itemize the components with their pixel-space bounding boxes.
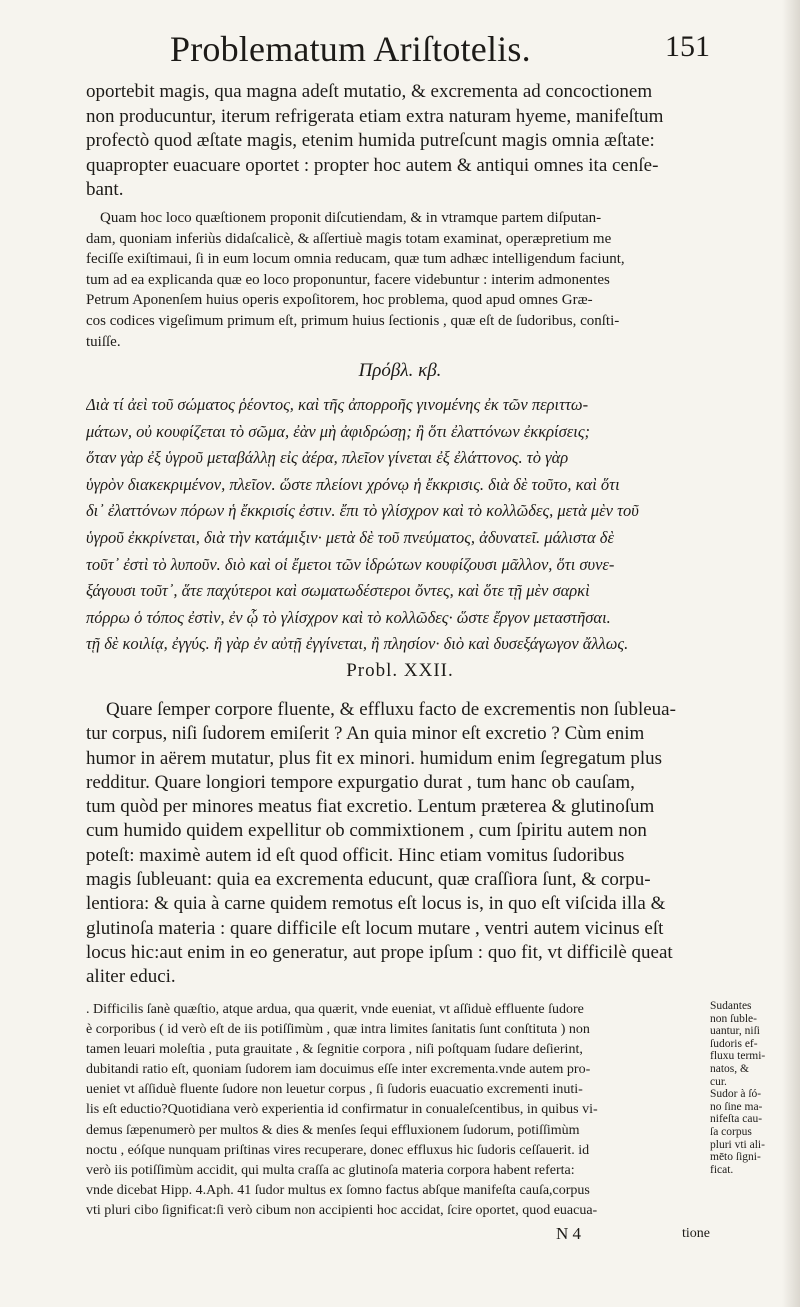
text-line: non producuntur, iterum refrigerata etiam extra naturam hyeme, manifeſtum	[86, 105, 664, 127]
running-title: Problematum Ariſtotelis.	[170, 29, 531, 69]
text-line: feciſſe exiſtimaui, ſi in eum locum omnia reducam, quæ tum adhæc intelligendum faciunt,	[86, 251, 625, 268]
text-line: πόρρω ὁ τόπος ἐστὶν, ἐν ᾧ τὸ γλίσχρον καὶ τὸ κολλῶδες· ὥστε ἔργον μεταστῆσαι.	[86, 607, 611, 627]
text-line: dam, quoniam inferiùs didaſcalicè, & aſſertiuè magis totam examinat, operæpretium me	[86, 230, 612, 247]
text-line: poteſt: maximè autem id eſt quod officit. Hinc etiam vomitus ſudoribus	[86, 844, 625, 866]
page-header	[170, 28, 710, 76]
margin-note-line: fluxu termi-	[710, 1050, 766, 1063]
margin-note-line: uantur, niſi	[710, 1025, 761, 1038]
text-line: Quam hoc loco quæſtionem proponit diſcutiendam, & in vtramque partem diſputan-	[100, 210, 602, 226]
text-line: ueniet vt aſſiduè fluente ſudore non leuetur corpus , ſi ſudoris euacuatio excrementi inuti-	[86, 1082, 583, 1098]
text-line: locus hic:aut enim in eo generatur, aut prope ipſum : quo fit, vt difficilè queat	[86, 941, 673, 963]
text-line: oportebit magis, qua magna adeſt mutatio, & excrementa ad concoctionem	[86, 81, 653, 102]
commentary-notes	[86, 1000, 704, 1221]
latin-translation	[86, 698, 701, 990]
text-line: cum humido quidem expellitur ob commixtionem , cum ſpiritu autem non	[86, 820, 647, 842]
text-line: ὑγροῦ ἐκκρίνεται, διὰ τὴν κατάμιξιν· μετὰ δὲ τοῦ πνεύματος, ἀδυνατεῖ. μάλιστα δὲ	[86, 527, 614, 547]
commentary-paragraph	[86, 208, 701, 352]
greek-text	[86, 392, 701, 658]
text-line: ὅταν γὰρ ἐξ ὑγροῦ μεταβάλλῃ εἰς ἀέρα, πλεῖον γίνεται ἐξ ἐλάττονος. τὸ γὰρ	[86, 448, 569, 468]
text-line: . Difficilis ſanè quæſtio, atque ardua, qua quærit, vnde eueniat, vt aſſiduè effluente ſudore	[86, 1002, 584, 1017]
text-line: magis ſubleuant: quia ea excrementa educunt, quæ craſſiora ſunt, & corpu-	[86, 869, 651, 891]
text-line: verò iis potiſſimùm accidit, qui multa craſſa ac glutinoſa materia corpora habent referta:	[86, 1162, 575, 1178]
page-number: 151	[665, 30, 710, 63]
text-line: vti pluri cibo ſignificat:ſi verò cibum non accipienti hoc accidat, ſcire oportet, quod euacua-	[86, 1202, 598, 1218]
catchword: tione	[682, 1226, 710, 1241]
text-line: demus ſæpenumerò per multos & dies & menſes ſequi effluxionem ſudorum, potiſſimùm	[86, 1122, 580, 1138]
greek-problem-heading: Πρόβλ. κβ.	[358, 360, 442, 381]
margin-note-line: cur.	[710, 1075, 727, 1088]
intro-paragraph	[86, 80, 701, 203]
text-line: μάτων, οὐ κουφίζεται τὸ σῶμα, ἐὰν μὴ ἀφιδρώσῃ; ἢ ὅτι ἐλαττόνων ἐκκρίσεις;	[86, 421, 591, 441]
text-line: vnde dicebat Hipp. 4.Aph. 41 ſudor multus ex ſomno factus abſque manifeſta cauſa,corpus	[86, 1182, 590, 1198]
margin-note-line: ſa corpus	[710, 1125, 752, 1138]
text-line: è corporibus ( id verò eſt de iis potiſſimùm , quæ intra limites ſanitatis ſunt conſtituta ) non	[86, 1022, 590, 1038]
text-line: profectò quod æſtate magis, etenim humida putreſcunt magis omnia æſtate:	[86, 130, 655, 152]
text-line: tuiſſe.	[86, 333, 121, 350]
text-line: bant.	[86, 179, 124, 201]
text-line: τῇ δὲ κοιλίᾳ, ἐγγύς. ἢ γὰρ ἐν αὐτῇ ἐγγίνεται, ἢ πλησίον· διὸ καὶ δυσεξάγωγον ἄλλως.	[86, 634, 629, 654]
margin-note-line: ficat.	[710, 1163, 734, 1176]
text-line: tum ad ea explicanda quæ eo loco proponuntur, facere videbuntur : interim admonentes	[86, 271, 610, 288]
margin-note-line: Sudor à ſó-	[710, 1088, 762, 1101]
signature-mark: N 4	[556, 1224, 582, 1243]
text-line: redditur. Quare longiori tempore expurgatio durat , tum hanc ob cauſam,	[86, 771, 635, 793]
text-line: Quare ſemper corpore fluente, & effluxu facto de excrementis non ſubleua-	[106, 699, 676, 720]
text-line: τοῦτ᾽ ἐστὶ τὸ λυποῦν. διὸ καὶ οἱ ἔμετοι τῶν ἱδρώτων κουφίζουσι μᾶλλον, ὅτι συνε-	[86, 554, 615, 574]
margin-note-line: non ſuble-	[710, 1012, 757, 1025]
page-footer	[540, 1224, 710, 1244]
text-line: Διὰ τί ἀεὶ τοῦ σώματος ῥέοντος, καὶ τῆς ἀπορροῆς γινομένης ἐκ τῶν περιττω-	[86, 395, 589, 414]
text-line: lis eſt eductio?Quotidiana verò experientia id confirmatur in conualeſcentibus, in quibus vi-	[86, 1102, 598, 1118]
text-line: glutinoſa materia : quare difficile eſt locum mutare , ventri autem vicinus eſt	[86, 917, 664, 939]
text-line: ὑγρὸν διακεκριμένον, πλεῖον. ὥστε πλείονι χρόνῳ ἡ ἔκκρισις. διὰ δὲ τοῦτο, καὶ ὅτι	[86, 474, 620, 494]
margin-note-line: Sudantes	[710, 1000, 752, 1012]
text-line: noctu , eóſque nunquam priſtinas vires recuperare, donec effluxus hic ſudoris ceſſauerit. id	[86, 1142, 590, 1158]
latin-problem-heading: Probl. XXII.	[346, 660, 454, 681]
text-line: humor in aërem mutatur, plus fit ex minori. humidum enim ſegregatum plus	[86, 747, 662, 769]
text-line: lentiora: & quia à carne quidem remotus eſt locus is, in quo eſt viſcida illa &	[86, 893, 666, 915]
text-line: tamen leuari moleſtia , puta grauitate , & ſegnitie corpora , niſi poſtquam ſudare deſierint,	[86, 1042, 583, 1058]
margin-note-line: pluri vti ali-	[710, 1138, 765, 1151]
margin-note-line: nifeſta cau-	[710, 1113, 763, 1126]
text-line: ξάγουσι τοῦτ᾽, ἅτε παχύτεροι καὶ σωματωδέστεροι ὄντες, καὶ ὅτε τῇ μὲν σαρκὶ	[86, 581, 590, 601]
text-line: quapropter euacuare oportet : propter hoc autem & antiqui omnes ita cenſe-	[86, 154, 659, 176]
margin-note-line: no ſine ma-	[710, 1100, 763, 1113]
margin-note-line: natos, &	[710, 1062, 749, 1075]
margin-note-line: mēto ſigni-	[710, 1151, 761, 1164]
text-line: Petrum Aponenſem huius operis expoſitorem, hoc problema, quod apud omnes Græ-	[86, 292, 593, 309]
page-edge-shadow	[782, 0, 800, 1307]
margin-note-line: ſudoris ef-	[710, 1037, 758, 1050]
text-line: aliter educi.	[86, 966, 176, 988]
text-line: tum quòd per minores meatus fiat excretio. Lentum præterea & glutinoſum	[86, 796, 655, 818]
text-line: cos codices vigeſimum primum eſt, primum huius ſectionis , quæ eſt de ſudoribus, conſti-	[86, 312, 620, 329]
text-line: dubitandi ratio eſt, quoniam ſudorem iam docuimus eſſe inter excrementa.vnde autem pro-	[86, 1062, 591, 1078]
text-line: tur corpus, niſi ſudorem emiſerit ? An quia minor eſt excretio ? Cùm enim	[86, 723, 645, 745]
text-line: δι᾽ ἐλαττόνων πόρων ἡ ἔκκρισίς ἐστιν. ἔπι τὸ γλίσχρον καὶ τὸ κολλῶδες, μετὰ μὲν τοῦ	[86, 501, 639, 521]
